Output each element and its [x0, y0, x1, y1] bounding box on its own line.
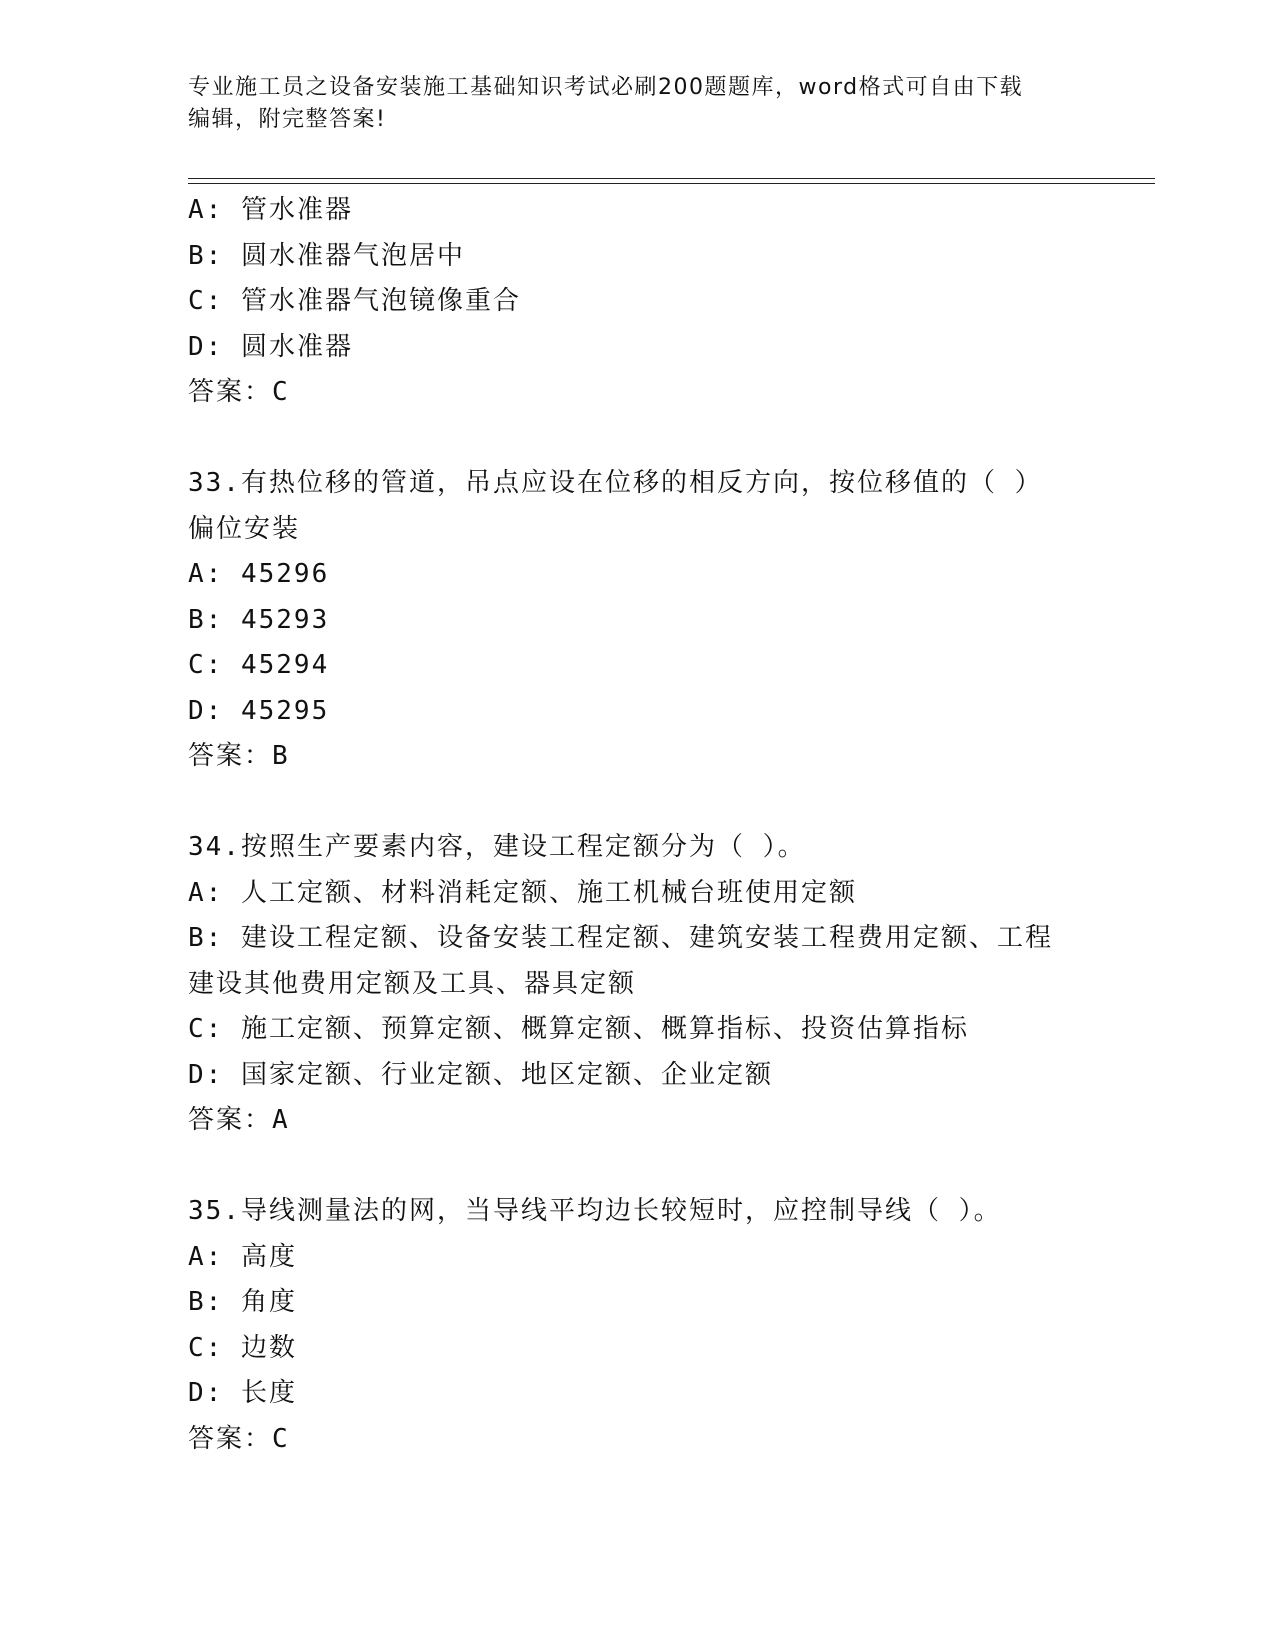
question-spacer	[188, 780, 1088, 826]
option-b: B: 圆水准器气泡居中	[188, 240, 465, 271]
option-d: D: 圆水准器	[188, 331, 353, 362]
answer-label: 答案：	[188, 1423, 273, 1454]
question-spacer	[188, 1144, 1088, 1190]
answer-line	[188, 1417, 1088, 1463]
answer-value: C	[272, 1423, 290, 1454]
answer-label: 答案：	[188, 1105, 273, 1135]
question-33	[188, 461, 1088, 780]
option-d: D: 长度	[188, 1378, 297, 1408]
answer-value: C	[272, 377, 290, 407]
question-spacer	[188, 416, 1088, 462]
option-c: C: 管水准器气泡镜像重合	[188, 286, 521, 316]
option-a: A: 管水准器	[188, 195, 353, 225]
option-b-line-1: B: 建设工程定额、设备安装工程定额、建筑安装工程费用定额、工程	[188, 923, 1053, 953]
option-a: A: 高度	[188, 1241, 297, 1272]
header-title-line-1: 专业施工员之设备安装施工基础知识考试必刷200题题库，word格式可自由下载	[188, 75, 1024, 100]
answer-label: 答案：	[188, 741, 273, 771]
question-list	[188, 188, 1088, 1462]
answer-value: A	[272, 1105, 290, 1135]
header-divider	[188, 178, 1155, 184]
question-stem: 35.导线测量法的网，当导线平均边长较短时，应控制导线（ ）。	[188, 1196, 1002, 1226]
answer-line	[188, 370, 1088, 416]
option-a: A: 人工定额、材料消耗定额、施工机械台班使用定额	[188, 877, 857, 908]
option-a: A: 45296	[188, 559, 330, 589]
option-d: D: 国家定额、行业定额、地区定额、企业定额	[188, 1059, 773, 1090]
answer-line	[188, 1098, 1088, 1144]
header-title-line-2: 编辑，附完整答案!	[188, 107, 387, 132]
option-b: B: 角度	[188, 1287, 297, 1317]
question-stem-line-1: 33.有热位移的管道，吊点应设在位移的相反方向，按位移值的（ ）	[188, 468, 1043, 498]
question-34	[188, 825, 1088, 1144]
option-c: C: 边数	[188, 1332, 297, 1363]
question-stem-line-2: 偏位安装	[188, 513, 301, 544]
option-b: B: 45293	[188, 604, 330, 635]
option-d: D: 45295	[188, 695, 330, 726]
option-b-line-2: 建设其他费用定额及工具、器具定额	[188, 968, 637, 999]
answer-value: B	[272, 741, 290, 771]
option-c: C: 施工定额、预算定额、概算定额、概算指标、投资估算指标	[188, 1014, 969, 1044]
question-stem: 34.按照生产要素内容，建设工程定额分为（ ）。	[188, 832, 806, 862]
question-32	[188, 188, 1088, 416]
document-header	[188, 72, 1088, 136]
option-c: C: 45294	[188, 650, 330, 680]
question-35	[188, 1189, 1088, 1462]
answer-label: 答案：	[188, 377, 273, 407]
answer-line	[188, 734, 1088, 780]
